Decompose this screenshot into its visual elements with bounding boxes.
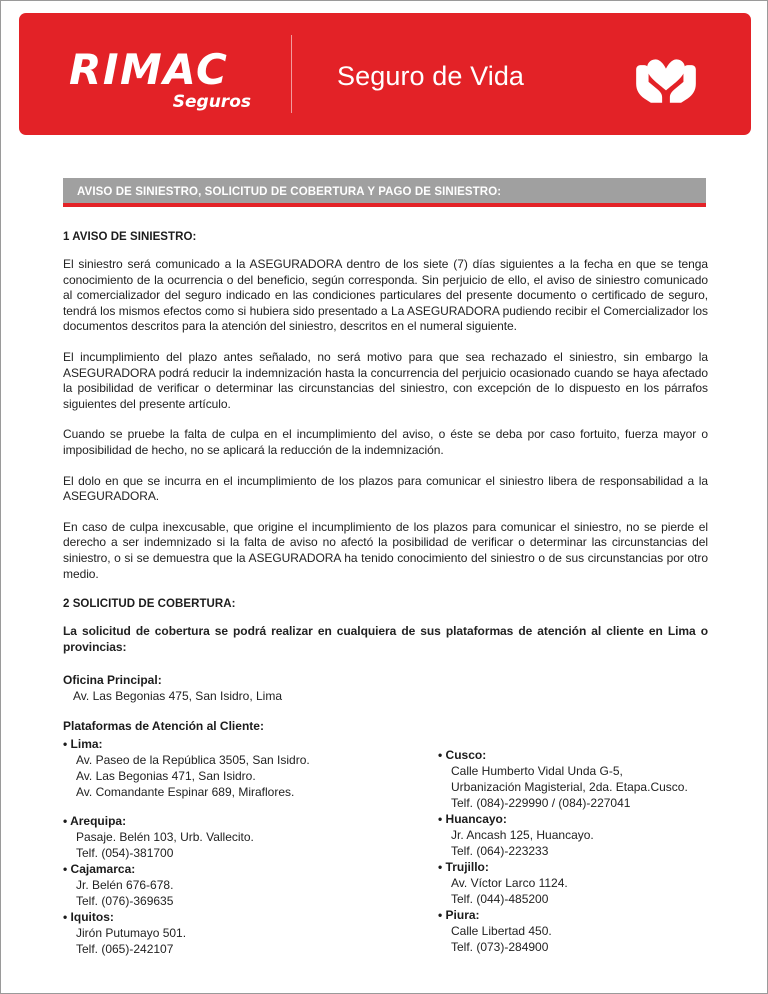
paragraph-intro-solicitud: La solicitud de cobertura se podrá realizar en cualquiera de sus plataformas de atención al cliente en Lima o provincias: (63, 624, 708, 654)
section-banner-bar (63, 178, 706, 203)
page-title: Seguro de Vida (337, 61, 525, 91)
office-entry-cajamarca (63, 861, 438, 909)
office-entry-trujillo (438, 859, 708, 907)
office-entry-iquitos (63, 909, 438, 957)
oficina-principal-address: Av. Las Begonias 475, San Isidro, Lima (73, 689, 283, 703)
office-city-name: • Piura: (438, 908, 480, 922)
office-phone-line: Telf. (084)-229990 / (084)-227041 (451, 796, 631, 810)
header-divider (291, 35, 292, 113)
office-city-name: • Huancayo: (438, 812, 507, 826)
office-phone-line: Telf. (073)-284900 (451, 940, 549, 954)
heading-aviso-de-siniestro: 1 AVISO DE SINIESTRO: (63, 231, 197, 243)
office-city-name: • Trujillo: (438, 860, 489, 874)
paragraph: El incumplimiento del plazo antes señalado, no será motivo para que sea rechazado el siniestro, sin embargo la ASEGURADORA podrá reducir la indemnización hasta la concurrencia del perjuicio ocasionado cuando se haya afectado la posibilidad de verificar o determinar las circunstancias del siniestro, con excepción de lo dispuesto en los párrafos siguientes del presente artículo. (63, 349, 708, 411)
office-address-line: Av. Víctor Larco 1124. (451, 876, 568, 890)
heading-solicitud-de-cobertura: 2 SOLICITUD DE COBERTURA: (63, 598, 236, 611)
office-phone-line: Telf. (044)-485200 (451, 892, 549, 906)
section-banner (63, 178, 706, 207)
office-address-line: Jr. Belén 676-678. (76, 878, 174, 892)
paragraph: El siniestro será comunicado a la ASEGURADORA dentro de los siete (7) días siguientes a la fecha en que se tenga conocimiento de la ocurrencia o del beneficio, según corresponda. Sin perjuicio de ello, el aviso de siniestro comunicado al comercializador del seguro indicado en las condiciones particulares del presente documento o certificado de seguro, tendrá los mismos efectos como si hubiera sido presentado a La ASEGURADORA pudiendo recibir el Comercializador los documentos descritos para la atención del siniestro, descritos en el numeral siguiente. (63, 257, 708, 334)
office-entry-cusco (438, 747, 708, 811)
office-entry-huancayo (438, 811, 708, 859)
logo-wordmark: RIMAC (69, 45, 229, 94)
office-address-line: Jr. Ancash 125, Huancayo. (451, 828, 594, 842)
office-address-line: Calle Humberto Vidal Unda G-5, (451, 764, 623, 778)
office-entry-lima (63, 736, 438, 800)
office-city-name: • Cusco: (438, 748, 487, 762)
office-address-line: Av. Paseo de la República 3505, San Isidro. (76, 753, 310, 767)
offices-columns (63, 736, 708, 957)
office-city-name: • Arequipa: (63, 814, 127, 828)
office-phone-line: Telf. (076)-369635 (76, 894, 174, 908)
office-city-name: • Iquitos: (63, 910, 114, 924)
office-phone-line: Telf. (064)-223233 (451, 844, 549, 858)
plataformas-title: Plataformas de Atención al Cliente: (63, 719, 264, 733)
section-banner-title: AVISO DE SINIESTRO, SOLICITUD DE COBERTURA Y PAGO DE SINIESTRO: (77, 186, 502, 198)
office-address-line: Av. Comandante Espinar 689, Miraflores. (76, 785, 295, 799)
office-entry-piura (438, 907, 708, 955)
section-banner-rule (63, 203, 706, 207)
hands-holding-heart-icon (627, 45, 705, 107)
office-address-line: Av. Las Begonias 471, San Isidro. (76, 769, 256, 783)
document-body (63, 231, 708, 655)
rimac-logo (61, 45, 261, 112)
offices-column-left (63, 736, 438, 957)
document-header (19, 13, 751, 135)
logo-tagline: Seguros (172, 92, 251, 112)
office-address-line: Calle Libertad 450. (451, 924, 552, 938)
paragraph: El dolo en que se incurra en el incumplimiento de los plazos para comunicar el siniestro libera de responsabilidad a la ASEGURADORA. (63, 473, 708, 504)
paragraph: Cuando se pruebe la falta de culpa en el incumplimiento del aviso, o éste se deba por caso fortuito, fuerza mayor o imposibilidad de hecho, no se aplicará la reducción de la indemnización. (63, 427, 708, 457)
office-phone-line: Telf. (054)-381700 (76, 846, 174, 860)
office-address-line: Jirón Putumayo 501. (76, 926, 187, 940)
offices-column-right (438, 736, 708, 955)
office-city-name: • Cajamarca: (63, 862, 136, 876)
office-address-line: Pasaje. Belén 103, Urb. Vallecito. (76, 830, 254, 844)
oficina-principal-title: Oficina Principal: (63, 673, 162, 687)
offices-section (63, 673, 708, 957)
office-address-line: Urbanización Magisterial, 2da. Etapa.Cusco. (451, 780, 688, 794)
spacer (63, 582, 708, 598)
paragraph: En caso de culpa inexcusable, que origine el incumplimiento de los plazos para comunicar el siniestro, no se pierde el derecho a ser indemnizado si la falta de aviso no afectó la posibilidad de verificar o determinar las circunstancias del siniestro, o si se demuestra que la ASEGURADORA ha tenido conocimiento del siniestro o de sus circunstancias por otro medio. (63, 519, 708, 581)
office-phone-line: Telf. (065)-242107 (76, 942, 174, 956)
office-entry-arequipa (63, 813, 438, 861)
office-city-name: • Lima: (63, 737, 103, 751)
